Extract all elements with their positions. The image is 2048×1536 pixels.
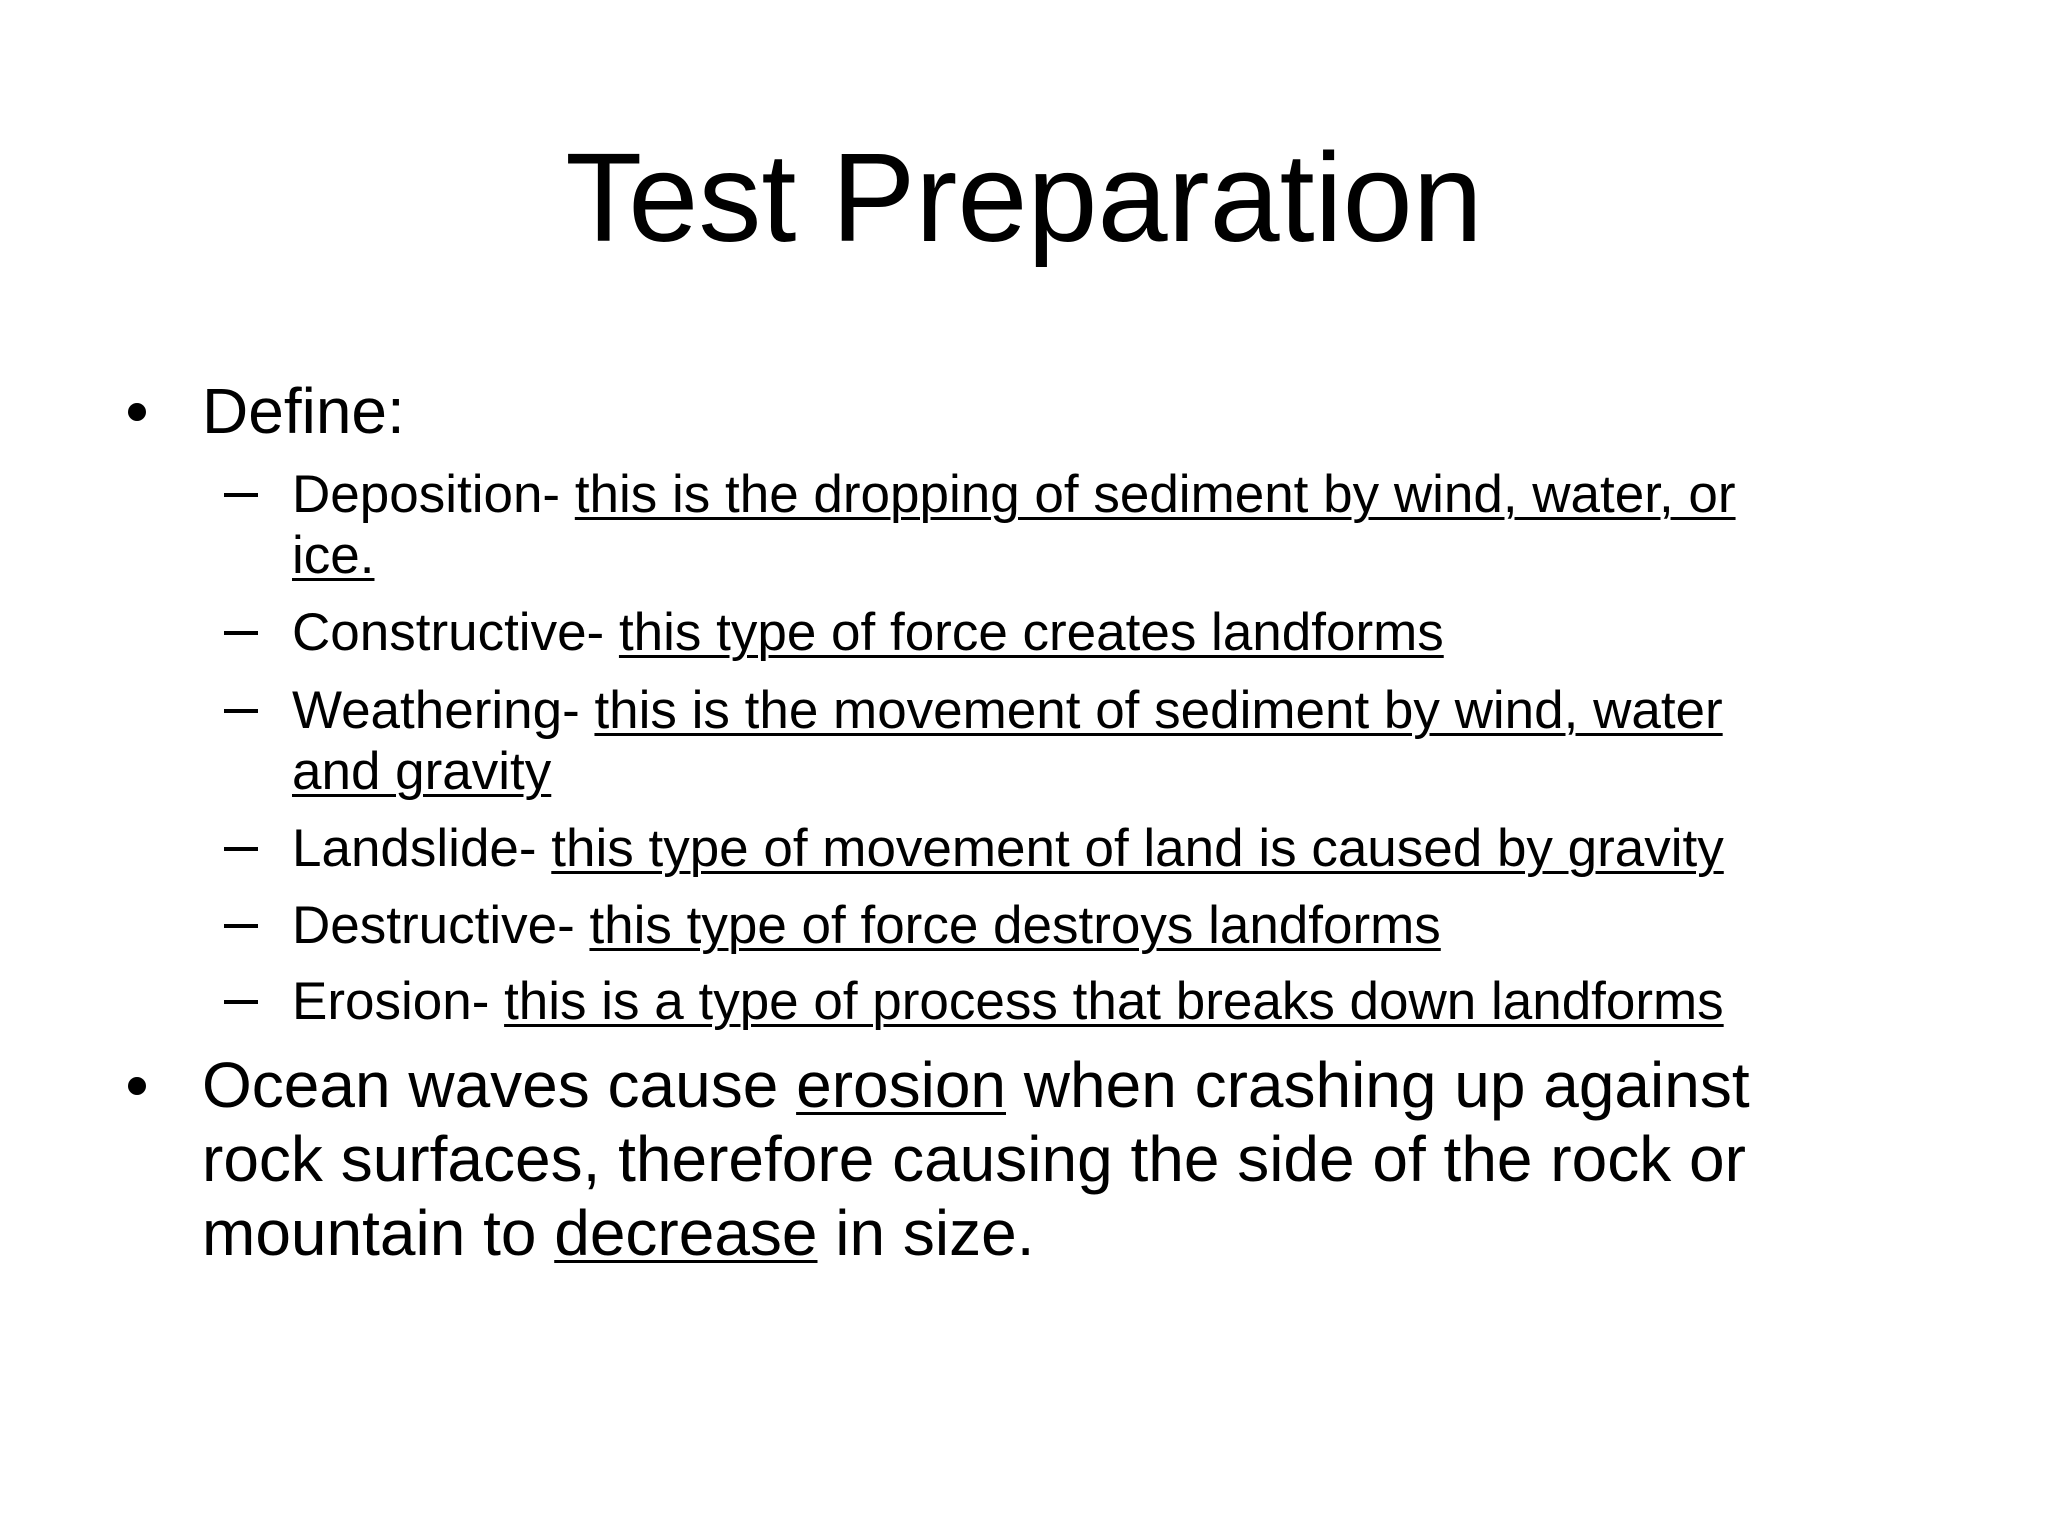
definition-term: Deposition- bbox=[292, 465, 575, 524]
ocean-statement-line3 bbox=[202, 1196, 1034, 1270]
definition-answer: this type of force creates landforms bbox=[618, 603, 1444, 662]
ocean-statement-line1 bbox=[202, 1048, 1750, 1122]
definition-answer: this is a type of process that breaks down landforms bbox=[504, 972, 1724, 1031]
definition-term: Constructive- bbox=[292, 603, 619, 662]
ocean-text: when crashing up against bbox=[1006, 1049, 1750, 1121]
definition-answer: this is the movement of sediment by wind, water bbox=[594, 681, 1723, 740]
definition-landslide bbox=[292, 818, 1724, 879]
definition-term: Destructive- bbox=[292, 896, 590, 955]
definition-term: Landslide- bbox=[292, 819, 552, 878]
definition-answer: this is the dropping of sediment by wind, water, or bbox=[574, 465, 1736, 524]
bullet-icon bbox=[128, 1077, 146, 1095]
ocean-text: in size. bbox=[817, 1197, 1035, 1269]
dash-icon bbox=[224, 924, 258, 928]
ocean-answer: erosion bbox=[796, 1049, 1006, 1121]
definition-erosion bbox=[292, 971, 1724, 1032]
definition-constructive bbox=[292, 602, 1444, 663]
ocean-text: Ocean waves cause bbox=[202, 1049, 797, 1121]
ocean-text: mountain to bbox=[202, 1197, 555, 1269]
definition-answer: ice. bbox=[292, 526, 375, 585]
ocean-statement-line2 bbox=[202, 1122, 1746, 1196]
definition-weathering bbox=[292, 680, 1723, 741]
definition-weathering-line2 bbox=[292, 741, 551, 802]
definition-destructive bbox=[292, 895, 1441, 956]
dash-icon bbox=[224, 847, 258, 851]
define-label: Define: bbox=[202, 375, 405, 447]
dash-icon bbox=[224, 709, 258, 713]
definition-answer: and gravity bbox=[292, 742, 552, 801]
dash-icon bbox=[224, 631, 258, 635]
dash-icon bbox=[224, 493, 258, 497]
dash-icon bbox=[224, 1000, 258, 1004]
ocean-text: rock surfaces, therefore causing the side of the rock or bbox=[202, 1123, 1746, 1195]
ocean-answer: decrease bbox=[554, 1197, 818, 1269]
bullet-icon bbox=[128, 403, 146, 421]
definition-term: Weathering- bbox=[292, 681, 595, 740]
definition-deposition bbox=[292, 464, 1736, 525]
slide-title: Test Preparation bbox=[565, 127, 1483, 268]
definition-answer: this type of movement of land is caused by gravity bbox=[551, 819, 1724, 878]
definition-term: Erosion- bbox=[292, 972, 505, 1031]
definition-deposition-line2 bbox=[292, 525, 374, 586]
definition-answer: this type of force destroys landforms bbox=[589, 896, 1441, 955]
